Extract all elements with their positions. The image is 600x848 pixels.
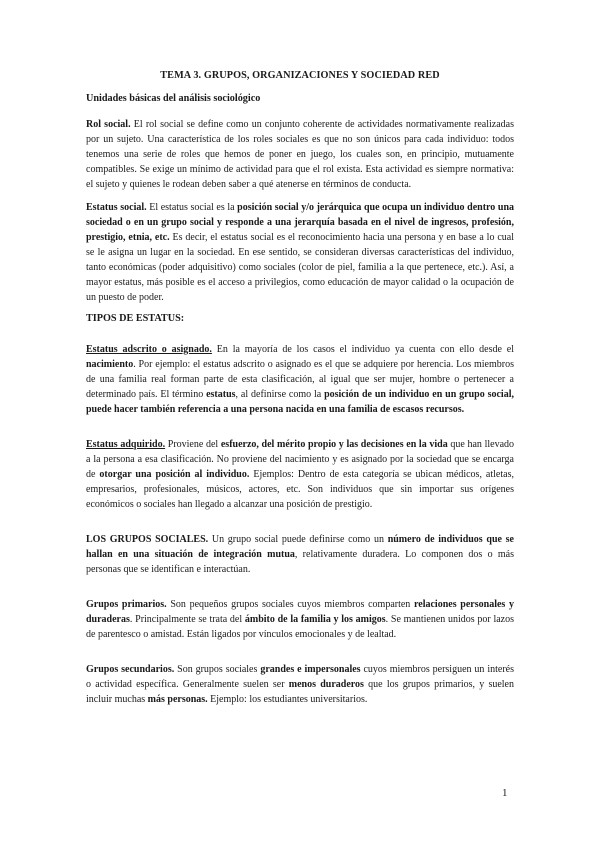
bold-text: menos duraderos	[288, 679, 364, 690]
text: . Por ejemplo: el estatus adscrito o asignado es el que se adquiere por herencia. Los miembros de una familia real forman parte de esta clasificación, al igual que ser mujer, hombre o pertenecer a determinado país. El término	[86, 359, 514, 400]
text: Es decir, el estatus social es el reconocimiento hacia una persona y en base a lo cual se le asigna un lugar en la sociedad. En ese sentido, se consideran diversas características del individuo, tanto económicas (poder adquisitivo) como sociales (color de piel, familia a la que pertenece, etc.). Así, a mayor estatus, más posible es el acceso a privilegios, como educación de mayor calidad o la ocupación de un puesto de poder.	[86, 232, 514, 303]
text: El rol social se define como un conjunto coherente de actividades normativamente realizadas por un sujeto. Una característica de los roles sociales es que no son únicos para cada individuo: todos tenemos una serie de roles que hemos de poner en juego, los cuales son, en principio, mutuamente compatibles. Se exige un mínimo de actividad para que el rol exista. Esta actividad es siempre normativa: el sujeto y quienes le rodean deben saber a qué atenerse en términos de conducta.	[86, 119, 515, 190]
paragraph-grupos-primarios	[86, 597, 514, 642]
term-estatus-adscrito: Estatus adscrito o asignado.	[86, 344, 212, 355]
bold-text: posición social y/o jerárquica que ocupa un individuo dentro una sociedad o en un grupo social y responde a una jerarquía basada en el nivel de ingresos, profesión, prestigio, etnia, etc.	[86, 202, 514, 243]
bold-text: número de individuos que se hallan en una situación de integración mutua	[86, 534, 514, 560]
text: cuyos miembros persiguen un interés o actividad específica. Generalmente suelen ser	[86, 664, 514, 690]
text: , relativamente duradera. Lo componen dos o más personas que se identifican e interactúan.	[86, 549, 514, 575]
term-estatus-adquirido: Estatus adquirido.	[86, 439, 166, 450]
section-subtitle: Unidades básicas del análisis sociológico	[86, 93, 261, 104]
bold-text: relaciones personales y duraderas	[86, 599, 515, 625]
text: . Principalmente se trata del	[129, 614, 245, 625]
bold-text: estatus	[206, 389, 236, 400]
paragraph-estatus-social	[86, 200, 514, 305]
text: , al definirse como la	[235, 389, 325, 400]
heading-tipos-estatus: TIPOS DE ESTATUS:	[86, 313, 185, 324]
text: Ejemplos: Dentro de esta categoría se ubican médicos, atletas, empresarios, profesionales, músicos, actores, etc. Son individuos que sin importar sus orígenes económicos o sociales han llegado a alcanzar una posición de prestigio.	[86, 469, 514, 510]
bold-text: más personas.	[147, 694, 208, 705]
bold-text: posición de un individuo en un grupo social, puede hacer también referencia a una persona nacida en una familia de escasos recursos.	[86, 389, 514, 415]
text: que los grupos primarios, y suelen incluir muchas	[86, 679, 514, 705]
text: Son pequeños grupos sociales cuyos miembros comparten	[166, 599, 415, 610]
text: En la mayoría de los casos el individuo ya cuenta con ello desde el	[211, 344, 514, 355]
bold-text: esfuerzo, del mérito propio y las decisiones en la vida	[220, 439, 448, 450]
bold-text: ámbito de la familia y los amigos	[244, 614, 386, 625]
bold-text: otorgar una posición al individuo.	[99, 469, 250, 480]
text: Son grupos sociales	[174, 664, 261, 675]
document-page	[86, 70, 514, 707]
text: Ejemplo: los estudiantes universitarios.	[207, 694, 368, 705]
text: . Se mantienen unidos por lazos de parentesco o amistad. Están ligados por vínculos emocionales y de lealtad.	[86, 614, 514, 640]
term-rol-social: Rol social.	[86, 119, 131, 130]
paragraph-estatus-adscrito	[86, 342, 514, 417]
term-grupos-primarios: Grupos primarios.	[86, 599, 167, 610]
text: Proviene del	[165, 439, 221, 450]
page-title: TEMA 3. GRUPOS, ORGANIZACIONES Y SOCIEDAD RED	[160, 70, 440, 81]
paragraph-estatus-adquirido	[86, 437, 514, 512]
text: que han llevado a la persona a esa clasificación. No proviene del nacimiento y es asignado por la sociedad que se encarga de	[86, 439, 515, 480]
text: Un grupo social puede definirse como un	[208, 534, 388, 545]
paragraph-grupos-secundarios	[86, 662, 514, 707]
bold-text: grandes e impersonales	[260, 664, 361, 675]
term-grupos-secundarios: Grupos secundarios.	[86, 664, 175, 675]
paragraph-grupos-sociales	[86, 532, 514, 577]
page-number: 1	[502, 787, 508, 799]
text: El estatus social es la	[146, 202, 238, 213]
bold-text: nacimiento	[86, 359, 134, 370]
paragraph-rol-social	[86, 117, 514, 192]
term-estatus-social: Estatus social.	[86, 202, 147, 213]
term-grupos-sociales: LOS GRUPOS SOCIALES.	[86, 534, 209, 545]
